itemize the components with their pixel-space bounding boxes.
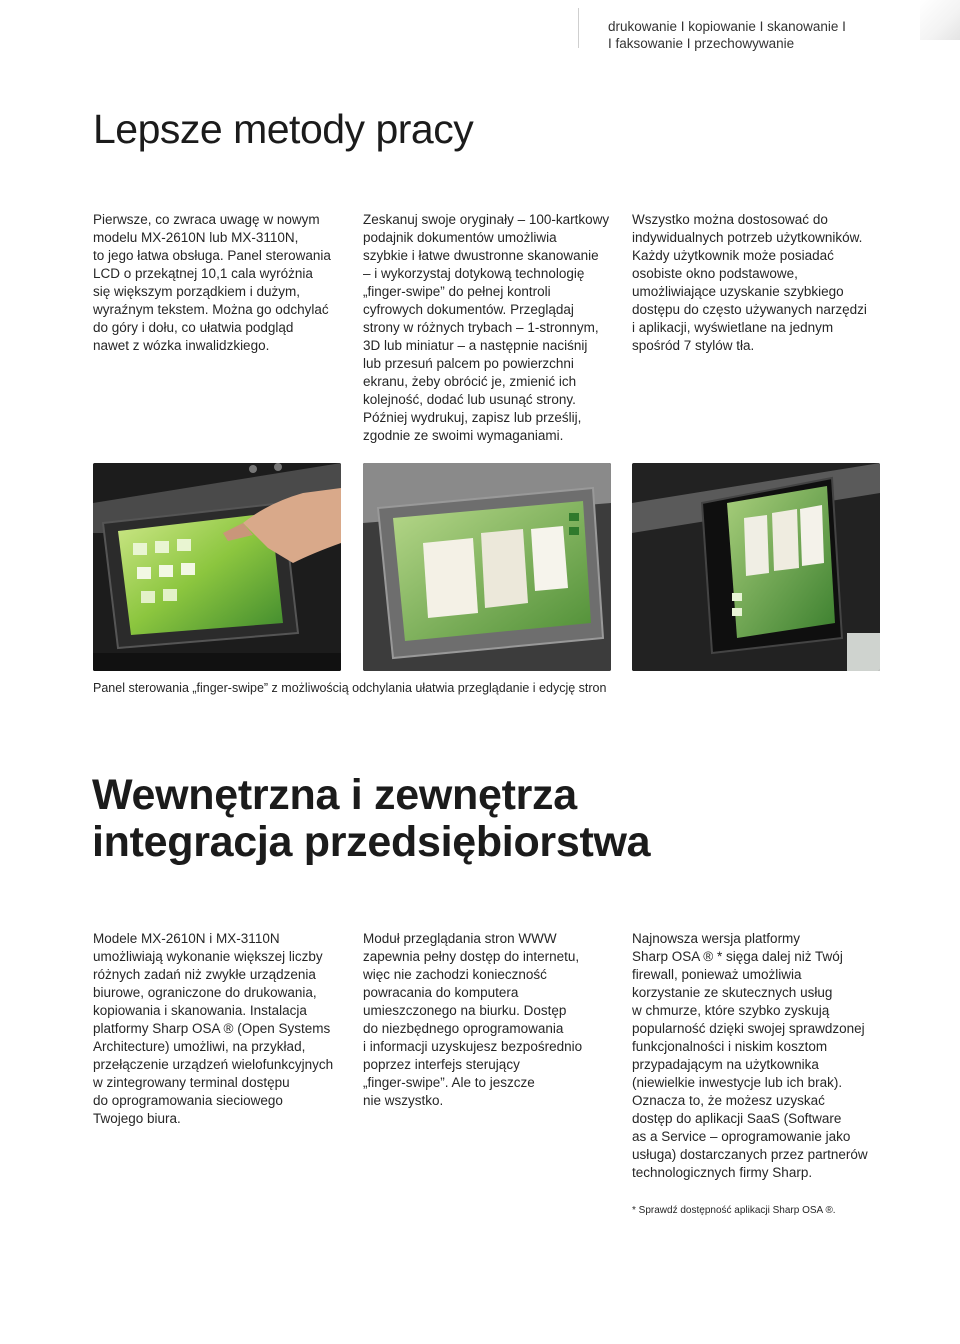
text-line: zapewnia pełny dostęp do internetu, (363, 949, 580, 964)
image-caption: Panel sterowania „finger-swipe” z możliwością odchylania ułatwia przeglądanie i edycję stron (93, 681, 607, 695)
text-line: spośród 7 stylów tła. (632, 338, 755, 353)
text-line: Moduł przeglądania stron WWW (363, 931, 557, 946)
text-line: ekranu, żeby obrócić je, zmienić ich (363, 374, 577, 389)
photo-panel-documents (363, 463, 611, 671)
header-navigation (608, 18, 846, 52)
text-line: modelu MX-2610N lub MX-3110N, (93, 230, 299, 245)
text-line: się większym porządkiem i dużym, (93, 284, 301, 299)
text-line: różnych zadań niż zwykłe urządzenia (93, 967, 316, 982)
text-line: dostępu do często używanych narzędzi (632, 302, 867, 317)
text-line: funkcjonalności i niskim kosztom (632, 1039, 828, 1054)
text-line: Najnowsza wersja platformy (632, 931, 801, 946)
text-line: (niewielkie inwestycje lub ich brak). (632, 1075, 843, 1090)
text-line: do oprogramowania sieciowego (93, 1093, 283, 1108)
section2-title-line-1: Wewnętrzna i zewnętrza (92, 771, 577, 819)
text-line: do góry i dołu, co ułatwia podgląd (93, 320, 294, 335)
text-line: dostęp do aplikacji SaaS (Software (632, 1111, 842, 1126)
text-line: zgodnie ze swoimi wymaganiami. (363, 428, 564, 443)
text-line: 3D lub miniatur – a następnie naciśnij (363, 338, 588, 353)
page-corner-decoration (920, 0, 960, 40)
section1-title: Lepsze metody pracy (93, 106, 474, 152)
touch-panel-illustration (93, 463, 341, 671)
text-line: szybkie i łatwe dwustronne skanowanie (363, 248, 599, 263)
text-line: do niezbędnego oprogramowania (363, 1021, 564, 1036)
panel-screen-illustration (632, 463, 880, 671)
text-line: umożliwiają wykonanie większej liczby (93, 949, 323, 964)
text-line: – i wykorzystaj dotykową technologię (363, 266, 585, 281)
header-divider (578, 8, 579, 48)
section2-column-2 (363, 930, 582, 1110)
nav-line-2: I faksowanie I przechowywanie (608, 36, 795, 51)
text-line: usługa) dostarczanych przez partnerów (632, 1147, 868, 1162)
section1-column-2 (363, 211, 609, 445)
text-line: as a Service – oprogramowanie jako (632, 1129, 851, 1144)
text-line: przełączenie urządzeń wielofunkcyjnych (93, 1057, 334, 1072)
text-line: poprzez interfejs sterujący (363, 1057, 520, 1072)
text-line: Każdy użytkownik może posiadać (632, 248, 834, 263)
section1-column-3 (632, 211, 867, 355)
text-line: popularność dzięki swojej sprawdzonej (632, 1021, 865, 1036)
section2-column-3 (632, 930, 868, 1182)
text-line: w chmurze, które szybko zyskują (632, 1003, 830, 1018)
text-line: i aplikacji, wyświetlane na jednym (632, 320, 834, 335)
photo-touch-panel-finger (93, 463, 341, 671)
section2-title (92, 772, 650, 866)
document-view-illustration (363, 463, 611, 671)
text-line: przypadającym na użytkownika (632, 1057, 819, 1072)
text-line: „finger-swipe” do pełnej kontroli (363, 284, 551, 299)
text-line: umożliwiające uzyskanie szybkiego (632, 284, 844, 299)
nav-line-1: drukowanie I kopiowanie I skanowanie I (608, 19, 846, 34)
text-line: korzystanie ze skutecznych usług (632, 985, 833, 1000)
text-line: kolejność, dodać lub usunąć strony. (363, 392, 576, 407)
text-line: kopiowania i skanowania. Instalacja (93, 1003, 307, 1018)
text-line: Modele MX-2610N i MX-3110N (93, 931, 280, 946)
section1-column-1 (93, 211, 331, 355)
text-line: więc nie zachodzi konieczność (363, 967, 547, 982)
section2-title-line-2: integracja przedsiębiorstwa (92, 818, 651, 866)
text-line: Architecture) umożliwi, na przykład, (93, 1039, 306, 1054)
text-line: Sharp OSA ® * sięga dalej niż Twój (632, 949, 843, 964)
text-line: lub przesuń palcem po powierzchni (363, 356, 574, 371)
footnote: * Sprawdź dostępność aplikacji Sharp OSA ®. (632, 1205, 836, 1216)
text-line: nie wszystko. (363, 1093, 444, 1108)
text-line: w zintegrowany terminal dostępu (93, 1075, 290, 1090)
text-line: strony w różnych trybach – 1-stronnym, (363, 320, 599, 335)
text-line: Twojego biura. (93, 1111, 181, 1126)
text-line: i informacji uzyskujesz bezpośrednio (363, 1039, 583, 1054)
text-line: „finger-swipe”. Ale to jeszcze (363, 1075, 535, 1090)
text-line: biurowe, ograniczone do drukowania, (93, 985, 317, 1000)
text-line: osobiste okno podstawowe, (632, 266, 798, 281)
text-line: Pierwsze, co zwraca uwagę w nowym (93, 212, 320, 227)
text-line: Później wydrukuj, zapisz lub prześlij, (363, 410, 582, 425)
text-line: firewall, ponieważ umożliwia (632, 967, 802, 982)
text-line: cyfrowych dokumentów. Przeglądaj (363, 302, 574, 317)
text-line: Oznacza to, że możesz uzyskać (632, 1093, 825, 1108)
text-line: umieszczonego na biurku. Dostęp (363, 1003, 567, 1018)
text-line: wyraźnym tekstem. Można go odchylać (93, 302, 329, 317)
section2-column-1 (93, 930, 333, 1128)
text-line: to jego łatwa obsługa. Panel sterowania (93, 248, 331, 263)
text-line: Zeskanuj swoje oryginały – 100-kartkowy (363, 212, 610, 227)
text-line: podajnik dokumentów umożliwia (363, 230, 557, 245)
text-line: indywidualnych potrzeb użytkowników. (632, 230, 863, 245)
photo-panel-screen (632, 463, 880, 671)
text-line: powracania do komputera (363, 985, 519, 1000)
text-line: technologicznych firmy Sharp. (632, 1165, 813, 1180)
text-line: nawet z wózka inwalidzkiego. (93, 338, 270, 353)
text-line: platformy Sharp OSA ® (Open Systems (93, 1021, 331, 1036)
text-line: LCD o przekątnej 10,1 cala wyróżnia (93, 266, 313, 281)
text-line: Wszystko można dostosować do (632, 212, 828, 227)
